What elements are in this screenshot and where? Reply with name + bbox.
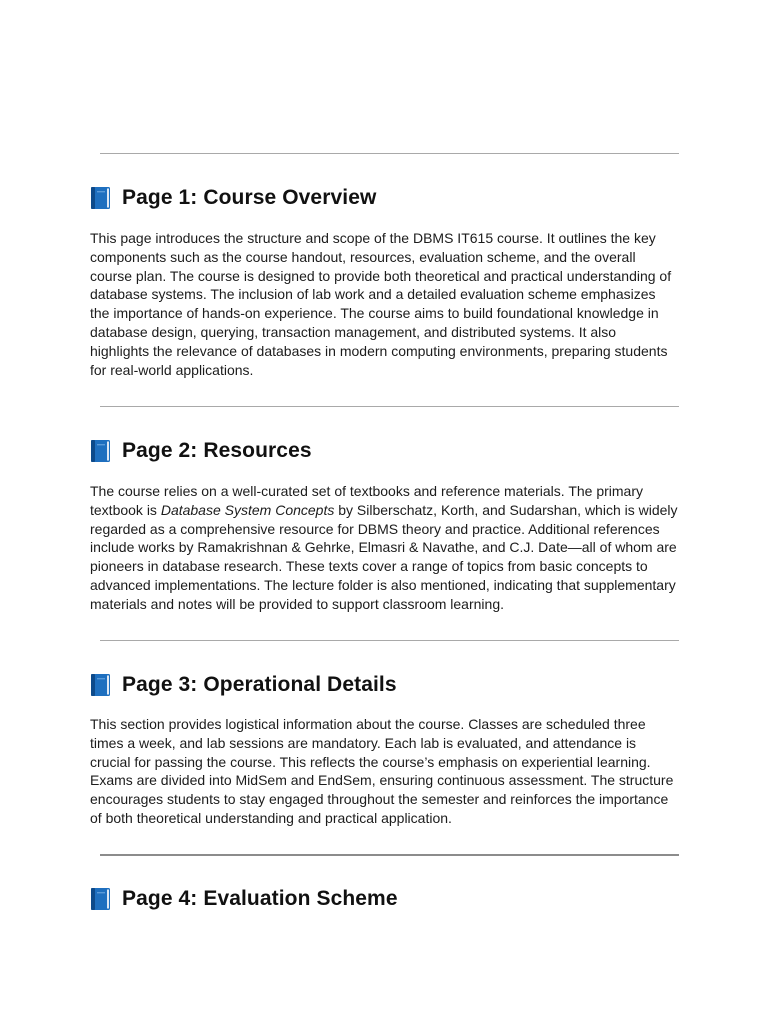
section-divider: [100, 854, 679, 856]
section-heading-operational-details: [90, 671, 397, 699]
blue-book-icon: [90, 186, 111, 210]
section-title: Page 3: Operational Details: [122, 673, 397, 696]
section-title: Page 2: Resources: [122, 439, 312, 462]
body-text: by Silberschatz, Korth, and Sudarshan, which is widely regarded as a comprehensive resource for DBMS theory and practice. Additional references include works by Ramakrishnan & Gehrke, Elmasri & Navathe, and C.J. Date—all of whom are pioneers in database research. These texts cover a range of topics from basic concepts to advanced implementations. The lecture folder is also mentioned, indicating that supplementary materials and notes will be provided to support classroom learning.: [90, 501, 678, 612]
section-body: [90, 482, 678, 614]
blue-book-icon: [90, 887, 111, 911]
section-heading-course-overview: [90, 184, 376, 212]
blue-book-icon: [90, 673, 111, 697]
section-divider: [100, 153, 679, 154]
section-divider: [100, 406, 679, 407]
section-title: Page 1: Course Overview: [122, 186, 377, 209]
section-heading-resources: [90, 437, 312, 465]
section-title: Page 4: Evaluation Scheme: [122, 887, 398, 910]
section-body: This section provides logistical information about the course. Classes are scheduled three times a week, and lab sessions are mandatory. Each lab is evaluated, and attendance is crucial for passing the course. This reflects the course’s emphasis on experiential learning. Exams are divided into MidSem and EndSem, ensuring continuous assessment. The structure encourages students to stay engaged throughout the semester and reinforces the importance of both theoretical understanding and practical application.: [90, 716, 674, 826]
section-body: This page introduces the structure and scope of the DBMS IT615 course. It outlines the key components such as the course handout, resources, evaluation scheme, and the overall course plan. The course is designed to provide both theoretical and practical understanding of database systems. The inclusion of lab work and a detailed evaluation scheme emphasizes the importance of hands-on experience. The course aims to build foundational knowledge in database design, querying, transaction management, and distributed systems. It also highlights the relevance of databases in modern computing environments, preparing students for real-world applications.: [90, 230, 672, 378]
textbook-title: Database System Concepts: [160, 501, 335, 518]
section-heading-evaluation-scheme: [90, 885, 398, 913]
blue-book-icon: [90, 439, 111, 463]
section-divider: [100, 640, 679, 641]
body-text: The course relies on a well-curated set of textbooks and reference materials. The primary textbook is: [90, 483, 643, 518]
